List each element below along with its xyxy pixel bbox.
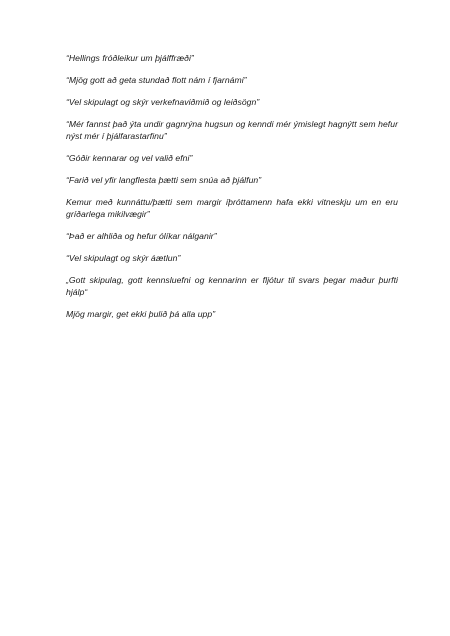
quote-item: “Vel skipulagt og skýr verkefnaviðmið og leiðsögn” [66, 97, 260, 107]
quote-item: „Gott skipulag, gott kennsluefni og kennarinn er fljótur til svars þegar maður þurfti hjálp“ [66, 275, 398, 297]
quote-item: Mjög margir, get ekki þulið þá alla upp” [66, 309, 216, 319]
quote-item: Kemur með kunnáttu/þætti sem margir íþróttamenn hafa ekki vitneskju um en eru gríðarlega mikilvægir” [66, 197, 398, 219]
quote-list [66, 52, 398, 330]
quote-item: “Vel skipulagt og skýr áætlun” [66, 253, 181, 263]
quote-item: “Það er alhliða og hefur ólíkar nálganir” [66, 231, 217, 241]
quote-item: “Mér fannst það ýta undir gagnrýna hugsun og kenndi mér ýmislegt hagnýtt sem hefur nýst mér í þjálfarastarfinu” [66, 119, 398, 141]
quote-item: “Farið vel yfir langflesta þætti sem snúa að þjálfun” [66, 175, 262, 185]
quote-item: “Góðir kennarar og vel valið efni” [66, 153, 193, 163]
quote-item: “Mjög gott að geta stundað flott nám í fjarnámi” [66, 75, 247, 85]
quote-item: “Hellings fróðleikur um þjálffræði” [66, 53, 194, 63]
